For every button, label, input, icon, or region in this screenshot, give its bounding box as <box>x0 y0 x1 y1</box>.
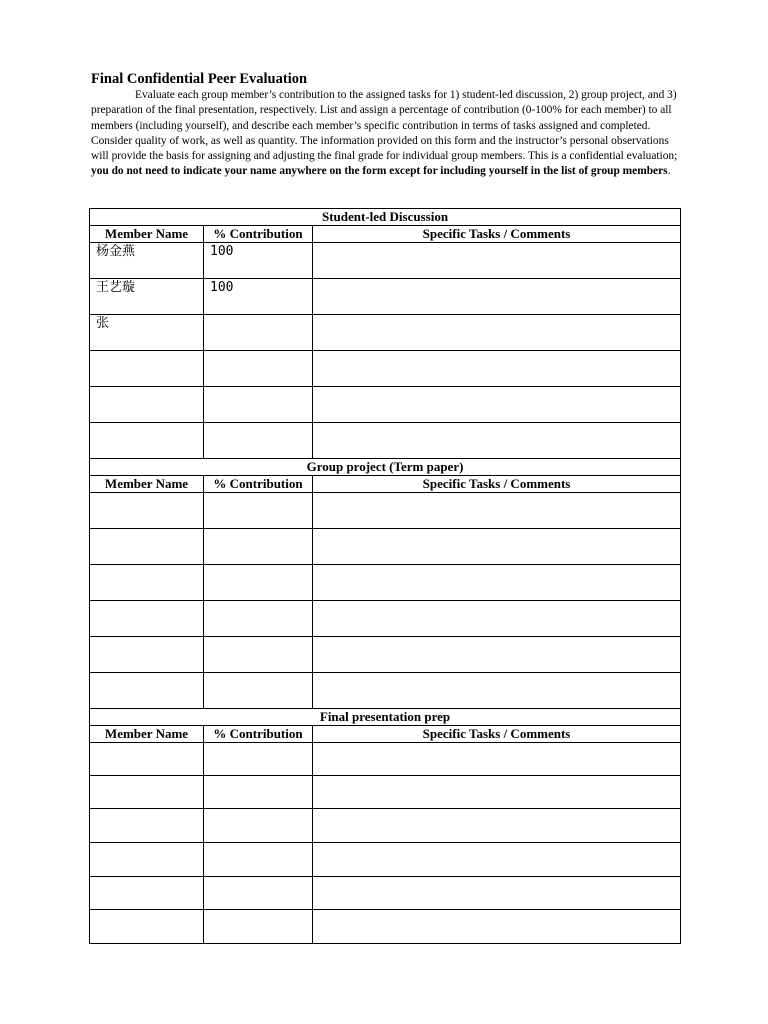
table-row <box>90 243 681 279</box>
table-row <box>90 910 681 944</box>
contribution-cell[interactable]: 100 <box>204 279 313 315</box>
member-name-cell[interactable] <box>90 387 204 423</box>
table-row <box>90 673 681 709</box>
contribution-cell[interactable] <box>204 423 313 459</box>
instructions-bold-text: you do not need to indicate your name anywhere on the form except for including yourself in the list of group members <box>91 165 668 178</box>
table-row <box>90 423 681 459</box>
table-row <box>90 601 681 637</box>
column-header-member-name: Member Name <box>90 476 204 493</box>
member-name-cell[interactable] <box>90 601 204 637</box>
tasks-comments-cell[interactable] <box>313 423 681 459</box>
column-header-member-name: Member Name <box>90 726 204 743</box>
tasks-comments-cell[interactable] <box>313 565 681 601</box>
tasks-comments-cell[interactable] <box>313 637 681 673</box>
contribution-cell[interactable] <box>204 809 313 843</box>
contribution-cell[interactable]: 100 <box>204 243 313 279</box>
member-name-cell[interactable] <box>90 423 204 459</box>
section-title-row <box>90 459 681 476</box>
table-row <box>90 743 681 776</box>
section-title-row <box>90 709 681 726</box>
member-name-cell[interactable] <box>90 673 204 709</box>
contribution-cell[interactable] <box>204 843 313 877</box>
tasks-comments-cell[interactable] <box>313 243 681 279</box>
contribution-cell[interactable] <box>204 387 313 423</box>
instructions-end: . <box>667 165 671 178</box>
member-name-cell[interactable] <box>90 565 204 601</box>
member-name-cell[interactable] <box>90 776 204 809</box>
member-name-cell[interactable] <box>90 493 204 529</box>
instructions-text: Evaluate each group member’s contribution to the assigned tasks for 1) student-led discussion, 2) group project, and 3) preparation of the final presentation, respectively. List and assign a percentage of contribution (0-100% for each member) to all members (including yourself), and describe each member’s specific contribution in terms of tasks assigned and completed. Consider quality of work, as well as quantity. The information provided on this form and the instructor’s personal observations will provide the basis for assigning and adjusting the final grade for individual group members. This is a confidential evaluation; <box>91 89 678 163</box>
peer-evaluation-table <box>89 208 681 944</box>
contribution-cell[interactable] <box>204 637 313 673</box>
table-row <box>90 877 681 910</box>
contribution-cell[interactable] <box>204 351 313 387</box>
tasks-comments-cell[interactable] <box>313 529 681 565</box>
tasks-comments-cell[interactable] <box>313 279 681 315</box>
member-name-cell[interactable] <box>90 351 204 387</box>
contribution-cell[interactable] <box>204 877 313 910</box>
table-row <box>90 387 681 423</box>
contribution-cell[interactable] <box>204 776 313 809</box>
member-name-cell[interactable] <box>90 637 204 673</box>
column-header-contribution: % Contribution <box>204 226 313 243</box>
member-name-cell[interactable]: 杨金燕 <box>90 243 204 279</box>
table-row <box>90 351 681 387</box>
table-row <box>90 279 681 315</box>
column-header-tasks: Specific Tasks / Comments <box>313 476 681 493</box>
member-name-cell[interactable]: 王艺璇 <box>90 279 204 315</box>
column-header-row <box>90 726 681 743</box>
member-name-cell[interactable] <box>90 843 204 877</box>
member-name-cell[interactable] <box>90 743 204 776</box>
section-title-row <box>90 209 681 226</box>
column-header-tasks: Specific Tasks / Comments <box>313 226 681 243</box>
tasks-comments-cell[interactable] <box>313 673 681 709</box>
member-name-cell[interactable] <box>90 910 204 944</box>
section-title: Group project (Term paper) <box>90 459 681 476</box>
column-header-contribution: % Contribution <box>204 726 313 743</box>
section-title: Final presentation prep <box>90 709 681 726</box>
table-row <box>90 637 681 673</box>
contribution-cell[interactable] <box>204 529 313 565</box>
table-row <box>90 809 681 843</box>
contribution-cell[interactable] <box>204 910 313 944</box>
table-row <box>90 776 681 809</box>
member-name-cell[interactable]: 张 <box>90 315 204 351</box>
contribution-cell[interactable] <box>204 743 313 776</box>
table-body <box>90 209 681 944</box>
contribution-cell[interactable] <box>204 673 313 709</box>
document-title: Final Confidential Peer Evaluation <box>91 71 308 87</box>
tasks-comments-cell[interactable] <box>313 743 681 776</box>
tasks-comments-cell[interactable] <box>313 843 681 877</box>
instructions-paragraph <box>91 88 679 180</box>
tasks-comments-cell[interactable] <box>313 387 681 423</box>
tasks-comments-cell[interactable] <box>313 351 681 387</box>
tasks-comments-cell[interactable] <box>313 315 681 351</box>
column-header-row <box>90 476 681 493</box>
table-row <box>90 843 681 877</box>
table-row <box>90 493 681 529</box>
contribution-cell[interactable] <box>204 493 313 529</box>
contribution-cell[interactable] <box>204 565 313 601</box>
tasks-comments-cell[interactable] <box>313 809 681 843</box>
column-header-tasks: Specific Tasks / Comments <box>313 726 681 743</box>
member-name-cell[interactable] <box>90 529 204 565</box>
column-header-member-name: Member Name <box>90 226 204 243</box>
table-row <box>90 529 681 565</box>
member-name-cell[interactable] <box>90 809 204 843</box>
tasks-comments-cell[interactable] <box>313 910 681 944</box>
section-title: Student-led Discussion <box>90 209 681 226</box>
table-row <box>90 565 681 601</box>
tasks-comments-cell[interactable] <box>313 877 681 910</box>
contribution-cell[interactable] <box>204 315 313 351</box>
column-header-row <box>90 226 681 243</box>
member-name-cell[interactable] <box>90 877 204 910</box>
column-header-contribution: % Contribution <box>204 476 313 493</box>
tasks-comments-cell[interactable] <box>313 493 681 529</box>
table-row <box>90 315 681 351</box>
tasks-comments-cell[interactable] <box>313 776 681 809</box>
tasks-comments-cell[interactable] <box>313 601 681 637</box>
contribution-cell[interactable] <box>204 601 313 637</box>
